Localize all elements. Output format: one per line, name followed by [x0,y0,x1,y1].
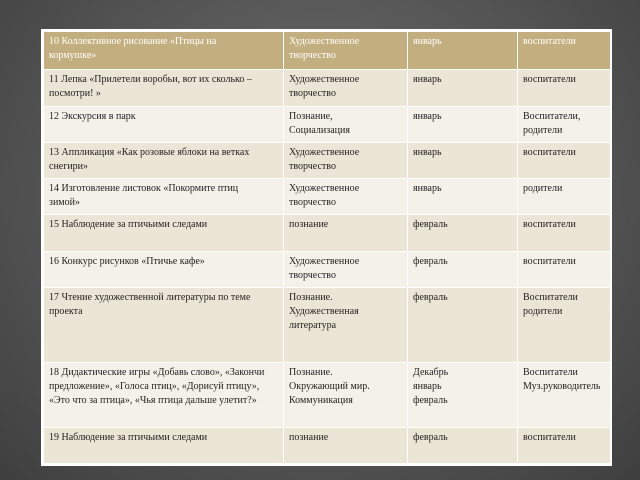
table-row [44,363,611,427]
month-cell: февраль [408,287,518,363]
area-cell: Познание. Художественная литература [284,287,408,363]
area-cell: Художественное творчество [284,251,408,287]
area-cell: Художественное творчество [284,70,408,106]
table-header-row [44,32,611,70]
month-cell: январь [408,179,518,215]
responsible-cell: воспитатели [518,215,611,251]
plan-table [43,31,611,464]
responsible-cell: воспитатели [518,251,611,287]
table-row [44,142,611,178]
activity-cell: 10 Коллективное рисование «Птицы на кормушке» [44,32,284,70]
area-cell: познание [284,427,408,463]
activity-cell: 15 Наблюдение за птичьими следами [44,215,284,251]
plan-table-container [41,29,612,466]
month-cell: Декабрь январь февраль [408,363,518,427]
month-cell: январь [408,70,518,106]
responsible-cell: Воспитатели родители [518,287,611,363]
month-cell: февраль [408,215,518,251]
responsible-cell: воспитатели [518,427,611,463]
table-row [44,287,611,363]
month-cell: февраль [408,251,518,287]
table-row [44,106,611,142]
activity-cell: 17 Чтение художественной литературы по теме проекта [44,287,284,363]
table-row [44,427,611,463]
activity-cell: 14 Изготовление листовок «Покормите птиц зимой» [44,179,284,215]
area-cell: Познание. Окружающий мир. Коммуникация [284,363,408,427]
month-cell: январь [408,32,518,70]
activity-cell: 16 Конкурс рисунков «Птичье кафе» [44,251,284,287]
responsible-cell: Воспитатели Муз.руководитель [518,363,611,427]
responsible-cell: воспитатели [518,32,611,70]
area-cell: познание [284,215,408,251]
area-cell: Художественное творчество [284,32,408,70]
area-cell: Познание, Социализация [284,106,408,142]
month-cell: февраль [408,427,518,463]
month-cell: январь [408,142,518,178]
activity-cell: 13 Аппликация «Как розовые яблоки на ветках снегири» [44,142,284,178]
table-row [44,70,611,106]
table-row [44,251,611,287]
responsible-cell: воспитатели [518,142,611,178]
area-cell: Художественное творчество [284,179,408,215]
activity-cell: 18 Дидактические игры «Добавь слово», «Закончи предложение», «Голоса птиц», «Дорисуй птицу», «Это что за птица», «Чья птица дальше улетит?» [44,363,284,427]
activity-cell: 19 Наблюдение за птичьими следами [44,427,284,463]
responsible-cell: Воспитатели, родители [518,106,611,142]
activity-cell: 11 Лепка «Прилетели воробьи, вот их сколько – посмотри! » [44,70,284,106]
responsible-cell: воспитатели [518,70,611,106]
table-row [44,215,611,251]
month-cell: январь [408,106,518,142]
responsible-cell: родители [518,179,611,215]
area-cell: Художественное творчество [284,142,408,178]
activity-cell: 12 Экскурсия в парк [44,106,284,142]
table-row [44,179,611,215]
